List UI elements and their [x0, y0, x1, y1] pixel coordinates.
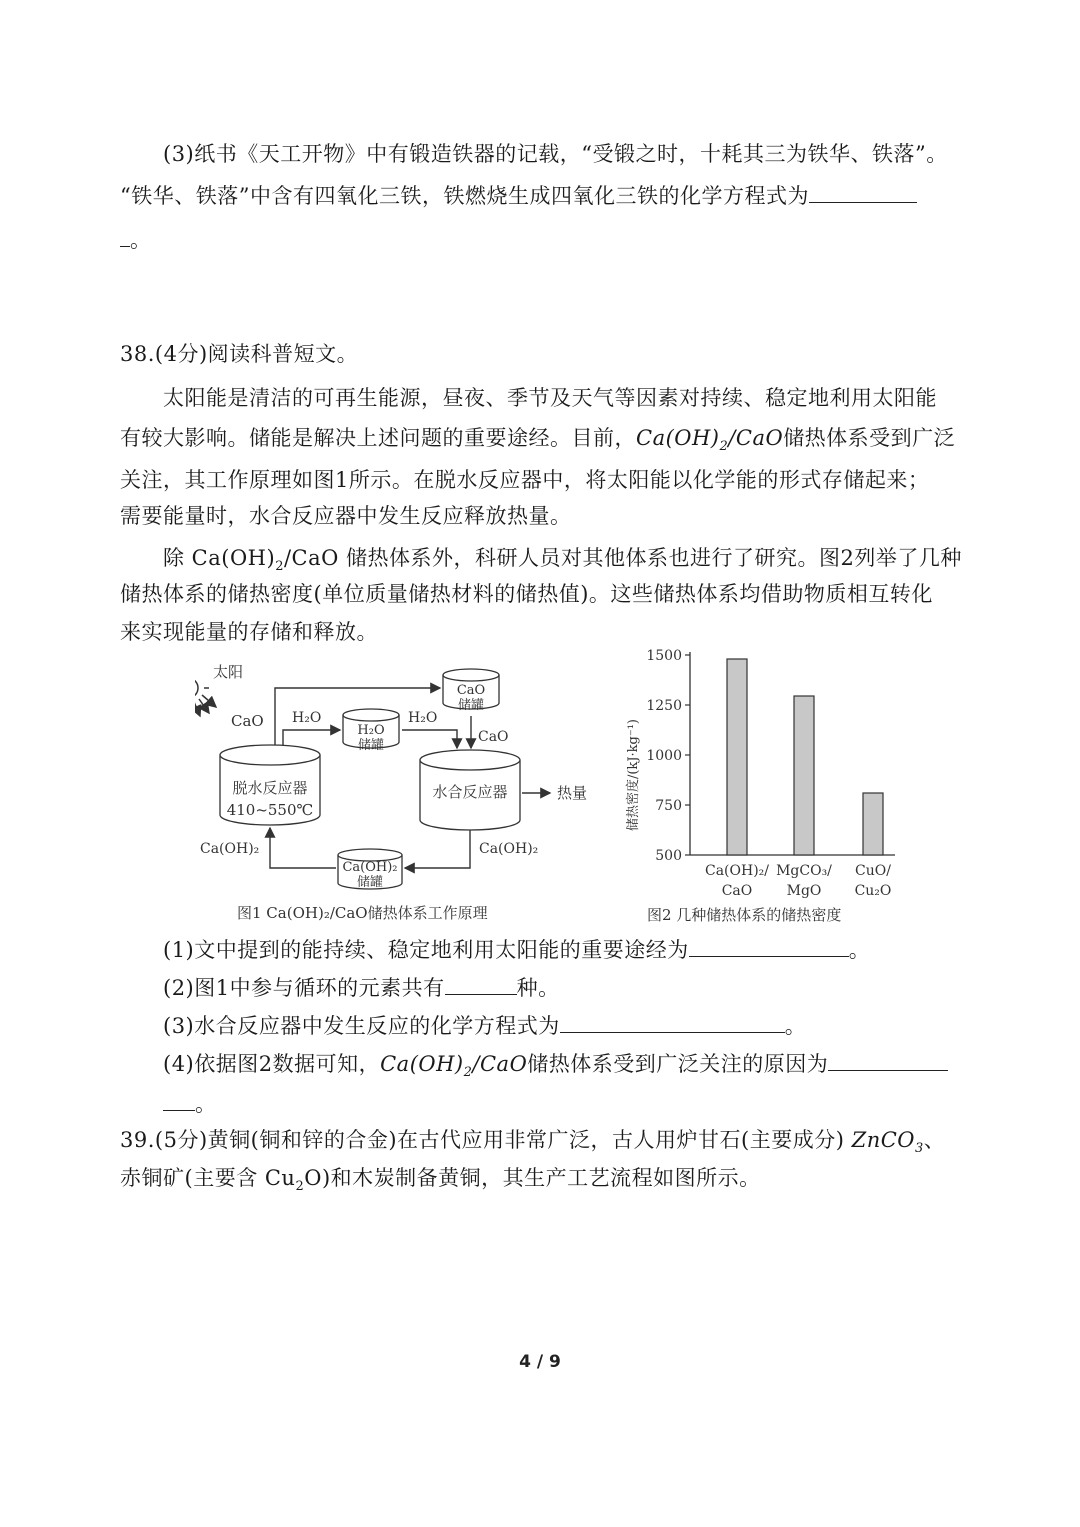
h2o-label-1: H₂O	[292, 710, 322, 726]
q38-p1-l2-b: 储热体系受到广泛	[783, 426, 956, 450]
q39-l2: 赤铜矿(主要含 $Cu_2O$)和木炭制备黄铜，其生产工艺流程如图所示。	[120, 1166, 761, 1195]
x-tick-label: MgCO₃/	[776, 863, 832, 879]
q37-3-end: 。	[130, 228, 152, 252]
x-tick-label: Ca(OH)₂/	[705, 863, 769, 879]
dehydration-temp: 410~550℃	[226, 801, 314, 819]
q38-p1-l1: 太阳能是清洁的可再生能源，昼夜、季节及天气等因素对持续、稳定地利用太阳能	[163, 386, 937, 410]
figure2-caption: 图2 几种储热体系的储热密度	[647, 906, 842, 924]
q37-3-line1: (3)纸书《天工开物》中有锻造铁器的记载，“受锻之时，十耗其三为铁华、铁落”。	[163, 142, 948, 166]
answer-blank-38-4-cont[interactable]	[163, 1090, 195, 1111]
page-number: 4 / 9	[519, 1352, 561, 1372]
q39-l1: 39.(5分)黄铜(铜和锌的合金)在古代应用非常广泛，古人用炉甘石(主要成分) ZnCO$_3$、	[120, 1128, 946, 1157]
q38-p1-l4: 需要能量时，水合反应器中发生反应释放热量。	[120, 504, 572, 528]
cao-right-label: CaO	[478, 729, 509, 745]
heat-label: 热量	[557, 784, 588, 802]
bar	[794, 696, 814, 855]
answer-blank-37-3-cont[interactable]	[120, 226, 130, 247]
cao-tank-label2: 储罐	[457, 698, 485, 713]
answer-blank-38-1[interactable]	[689, 936, 849, 957]
q38-p2-l2: 储热体系的储热密度(单位质量储热材料的储热值)。这些储热体系均借助物质相互转化	[120, 582, 933, 606]
cao-tank-label1: CaO	[456, 683, 486, 698]
y-tick-label: 500	[655, 848, 682, 864]
h2o-tank-label1: H₂O	[357, 723, 385, 738]
sun-label: 太阳	[213, 663, 244, 681]
figure1-diagram	[195, 650, 615, 930]
x-tick-label: Cu₂O	[854, 883, 892, 899]
figure2-chart	[615, 640, 905, 930]
y-tick-label: 1000	[646, 748, 682, 764]
h2o-tank-label2: 储罐	[357, 738, 385, 753]
caoh2-right-label: Ca(OH)₂	[479, 841, 539, 857]
hydration-label: 水合反应器	[432, 783, 508, 801]
answer-blank-38-2[interactable]	[445, 974, 517, 995]
answer-blank-38-3[interactable]	[560, 1012, 785, 1033]
q38-4-cont: 。	[163, 1090, 217, 1118]
x-tick-label: MgO	[786, 883, 822, 899]
q37-3-line2-text: “铁华、铁落”中含有四氧化三铁，铁燃烧生成四氧化三铁的化学方程式为	[120, 184, 809, 208]
q38-p1-l3: 关注，其工作原理如图1所示。在脱水反应器中，将太阳能以化学能的形式存储起来；	[120, 468, 930, 492]
bar	[863, 793, 883, 855]
q38-3: (3)水合反应器中发生反应的化学方程式为 。	[163, 1014, 807, 1038]
q38-p1-l2	[120, 424, 955, 461]
q38-p1-l2-a: 有较大影响。储能是解决上述问题的重要途经。目前，	[120, 426, 636, 450]
y-tick-label: 750	[655, 798, 682, 814]
q38-p2-l1: 除 $Ca(OH)_2$/CaO 储热体系外，科研人员对其他体系也进行了研究。图2列举了几种	[163, 546, 962, 575]
cao-left-label: CaO	[231, 712, 264, 730]
x-tick-label: CuO/	[855, 863, 891, 879]
caoh2-tank-label2: 储罐	[356, 875, 384, 890]
q38-1: (1)文中提到的能持续、稳定地利用太阳能的重要途经为 。	[163, 938, 871, 962]
caoh2-tank-label1: Ca(OH)₂	[342, 860, 398, 875]
x-tick-label: CaO	[721, 883, 753, 899]
q37-3-line3	[120, 226, 152, 254]
bar	[727, 659, 747, 855]
h2o-label-2: H₂O	[408, 710, 438, 726]
q38-2: (2)图1中参与循环的元素共有 种。	[163, 976, 560, 1000]
caoh2-left-label: Ca(OH)₂	[200, 841, 260, 857]
dehydration-label: 脱水反应器	[232, 779, 308, 797]
answer-blank-37-3[interactable]	[809, 182, 917, 203]
q38-header: 38.(4分)阅读科普短文。	[120, 342, 359, 366]
q37-3-line2	[120, 182, 917, 210]
formula-caoh2: $Ca(OH)_2$/CaO	[636, 426, 784, 455]
y-tick-label: 1250	[646, 698, 682, 714]
q38-4: (4)依据图2数据可知，$Ca(OH)_2$/CaO储热体系受到广泛关注的原因为	[163, 1050, 948, 1087]
q38-p2-l3: 来实现能量的存储和释放。	[120, 620, 378, 644]
figure1-caption: 图1 Ca(OH)₂/CaO储热体系工作原理	[237, 904, 488, 922]
y-tick-label: 1500	[646, 648, 682, 664]
answer-blank-38-4[interactable]	[828, 1050, 948, 1071]
chart-ylabel: 储热密度/(kJ·kg⁻¹)	[626, 718, 641, 832]
